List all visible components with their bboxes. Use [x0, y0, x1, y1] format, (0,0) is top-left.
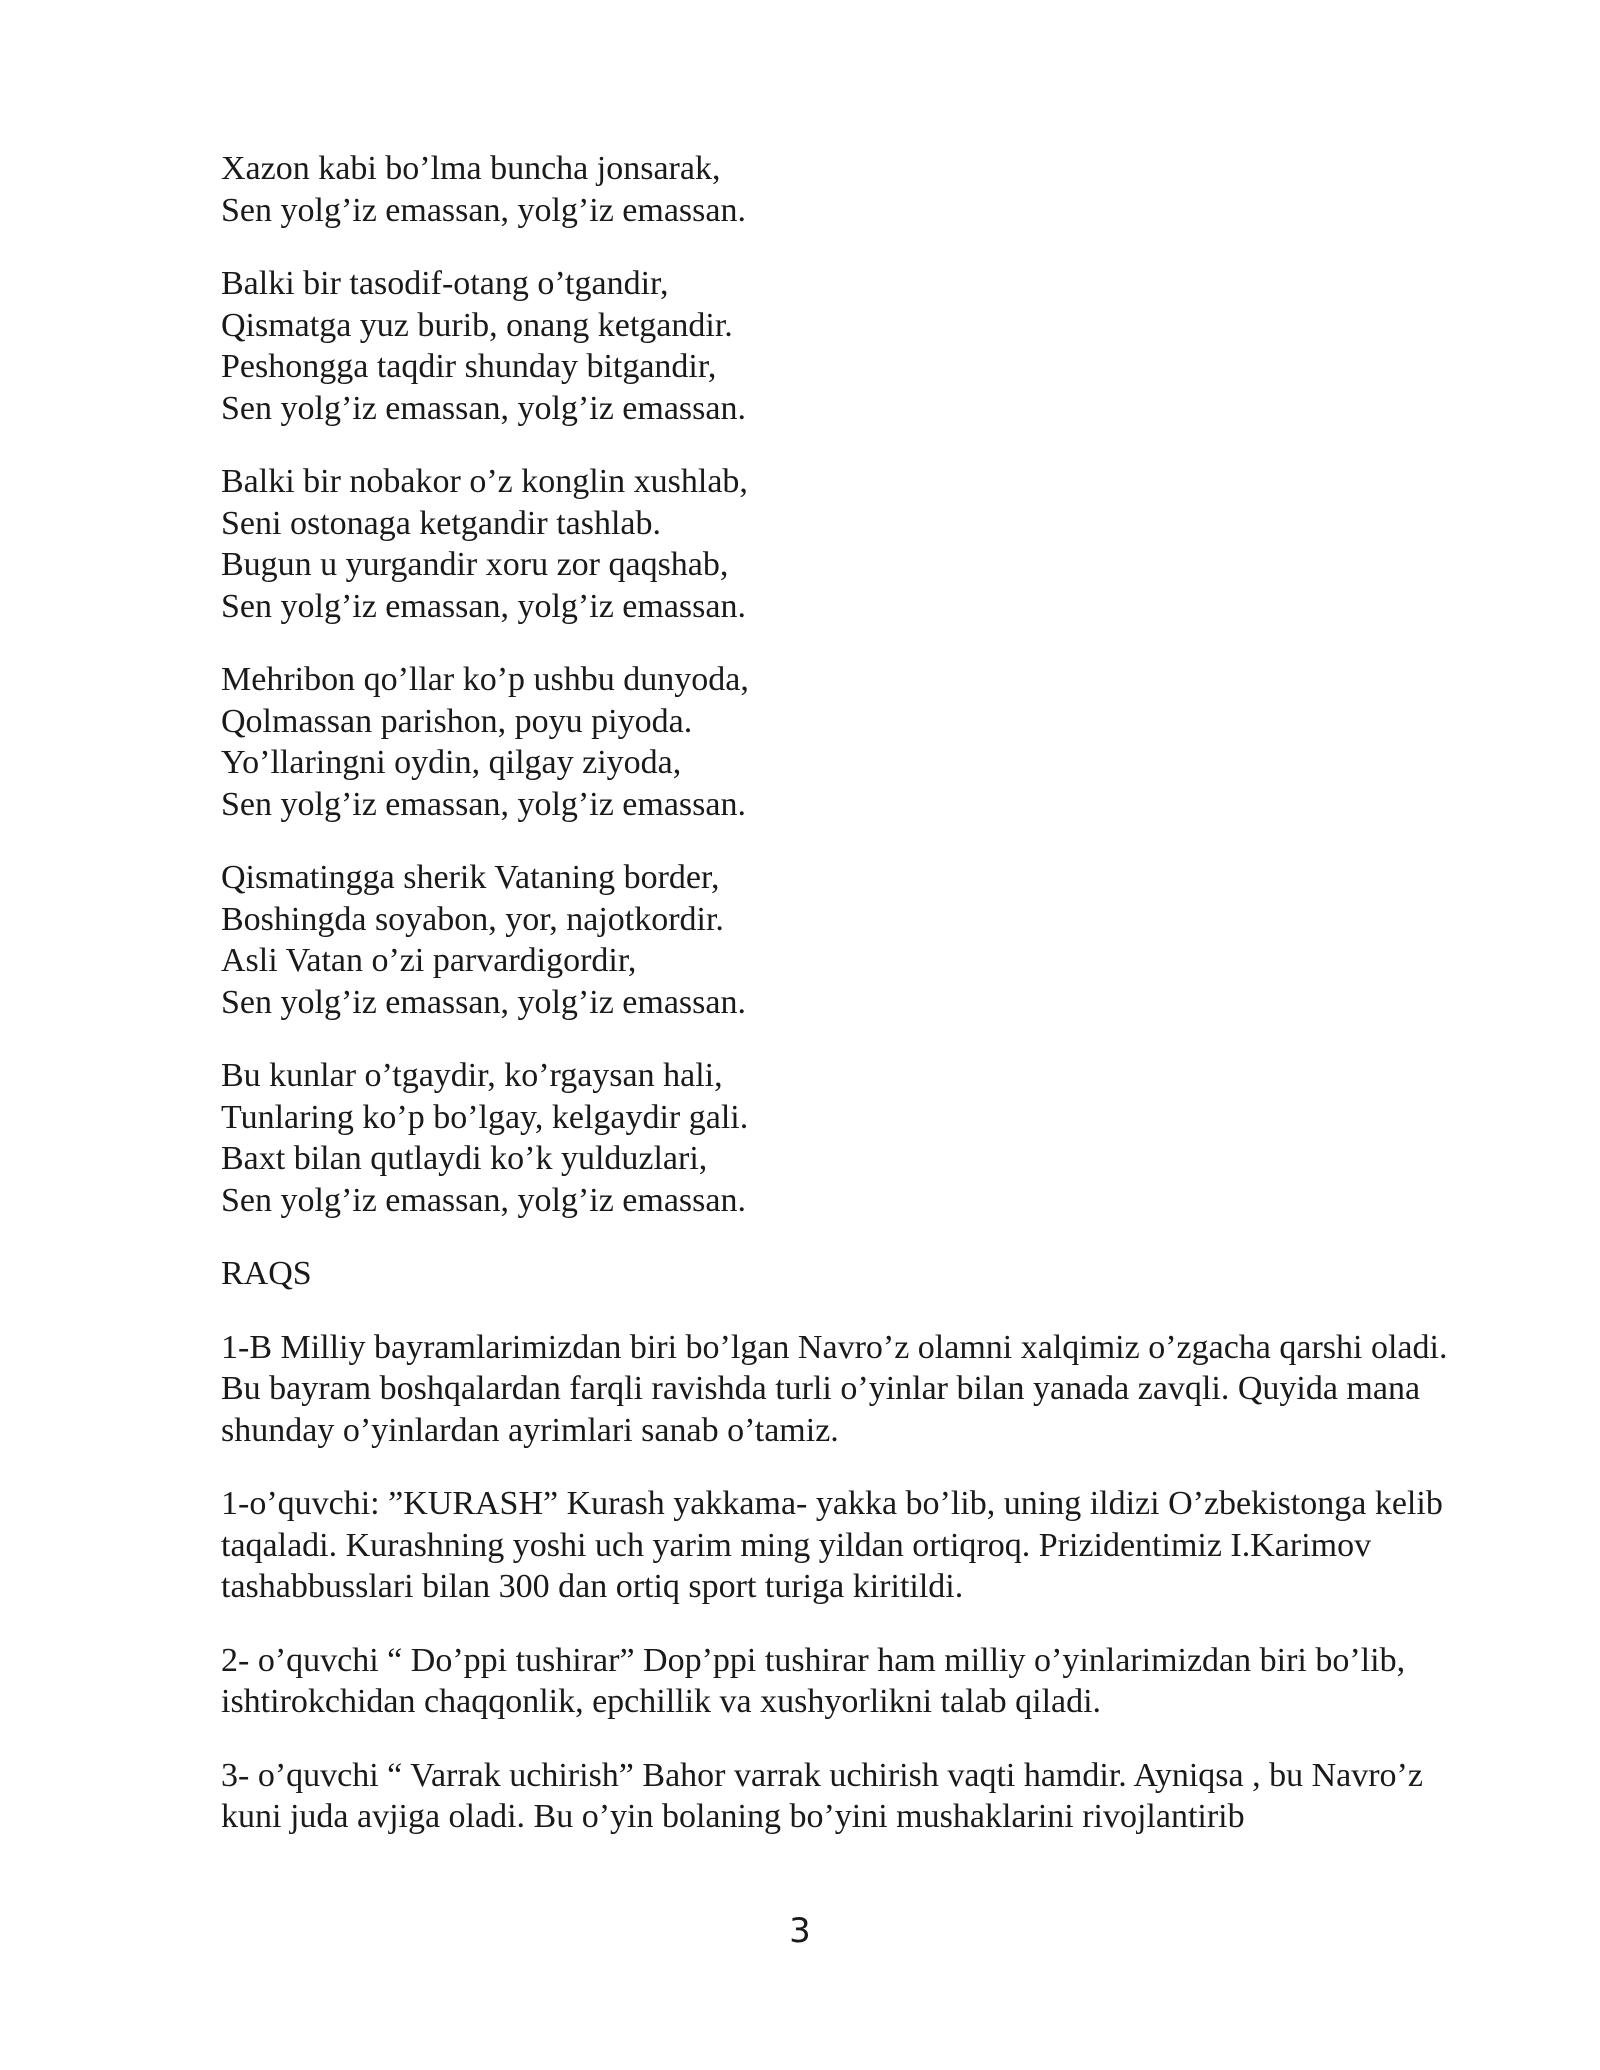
section-heading: RAQS: [221, 1255, 312, 1292]
poem-line: Xazon kabi bo’lma buncha jonsarak,: [221, 150, 721, 187]
poem-line: Sen yolg’iz emassan, yolg’iz emassan.: [221, 983, 746, 1021]
poem-line: Qismatga yuz burib, onang ketgandir.: [221, 306, 733, 344]
poem-stanza-2: [221, 263, 1461, 429]
poem-stanza-5: [221, 857, 1461, 1023]
poem-line: Qolmassan parishon, poyu piyoda.: [221, 702, 693, 740]
paragraph-kurash: 1-o’quvchi: ”KURASH” Kurash yakkama- yakka bo’lib, uning ildizi O’zbekistonga kelib taqaladi. Kurashning yoshi uch yarim ming yildan ortiqroq. Prizidentimiz I.Karimov tashabbusslari bilan 300 dan ortiq sport turiga kiritildi.: [221, 1485, 1443, 1605]
poem-line: Sen yolg’iz emassan, yolg’iz emassan.: [221, 1181, 746, 1219]
poem-line: Sen yolg’iz emassan, yolg’iz emassan.: [221, 389, 746, 427]
poem-line: Asli Vatan o’zi parvardigordir,: [221, 942, 637, 979]
poem-stanza-3: [221, 461, 1461, 627]
poem-line: Peshongga taqdir shunday bitgandir,: [221, 348, 717, 385]
page-number: 3: [789, 1911, 811, 1951]
poem-line: Mehribon qo’llar ko’p ushbu dunyoda,: [221, 661, 749, 698]
page-content: [221, 148, 1461, 1870]
poem-line: Boshingda soyabon, yor, najotkordir.: [221, 900, 724, 938]
poem-line: Yo’llaringni oydin, qilgay ziyoda,: [221, 744, 682, 781]
poem-stanza-1: [221, 148, 1461, 231]
poem-line: Sen yolg’iz emassan, yolg’iz emassan.: [221, 191, 746, 229]
poem-stanza-6: [221, 1055, 1461, 1221]
poem-line: Baxt bilan qutlaydi ko’k yulduzlari,: [221, 1140, 708, 1177]
poem-line: Balki bir tasodif-otang o’tgandir,: [221, 265, 669, 302]
poem-stanza-4: [221, 659, 1461, 825]
poem-line: Bu kunlar o’tgaydir, ko’rgaysan hali,: [221, 1057, 723, 1094]
poem-line: Qismatingga sherik Vataning border,: [221, 859, 720, 896]
paragraph-doppi: 2- o’quvchi “ Do’ppi tushirar” Dop’ppi tushirar ham milliy o’yinlarimizdan biri bo’lib, ishtirokchidan chaqqonlik, epchillik va xushyorlikni talab qiladi.: [221, 1641, 1406, 1720]
poem-line: Tunlaring ko’p bo’lgay, kelgaydir gali.: [221, 1098, 749, 1136]
poem-line: Sen yolg’iz emassan, yolg’iz emassan.: [221, 785, 746, 823]
poem-line: Balki bir nobakor o’z konglin xushlab,: [221, 463, 748, 500]
paragraph-intro: 1-B Milliy bayramlarimizdan biri bo’lgan Navro’z olamni xalqimiz o’zgacha qarshi oladi. Bu bayram boshqalardan farqli ravishda turli o’yinlar bilan yanada zavqli. Quyida mana shunday o’yinlardan ayrimlari sanab o’tamiz.: [221, 1328, 1448, 1449]
poem-line: Sen yolg’iz emassan, yolg’iz emassan.: [221, 587, 746, 625]
poem-line: Seni ostonaga ketgandir tashlab.: [221, 504, 662, 542]
poem-line: Bugun u yurgandir xoru zor qaqshab,: [221, 546, 729, 583]
paragraph-varrak: 3- o’quvchi “ Varrak uchirish” Bahor varrak uchirish vaqti hamdir. Ayniqsa , bu Navro’z kuni juda avjiga oladi. Bu o’yin bolaning bo’yini mushaklarini rivojlantirib: [221, 1756, 1423, 1835]
